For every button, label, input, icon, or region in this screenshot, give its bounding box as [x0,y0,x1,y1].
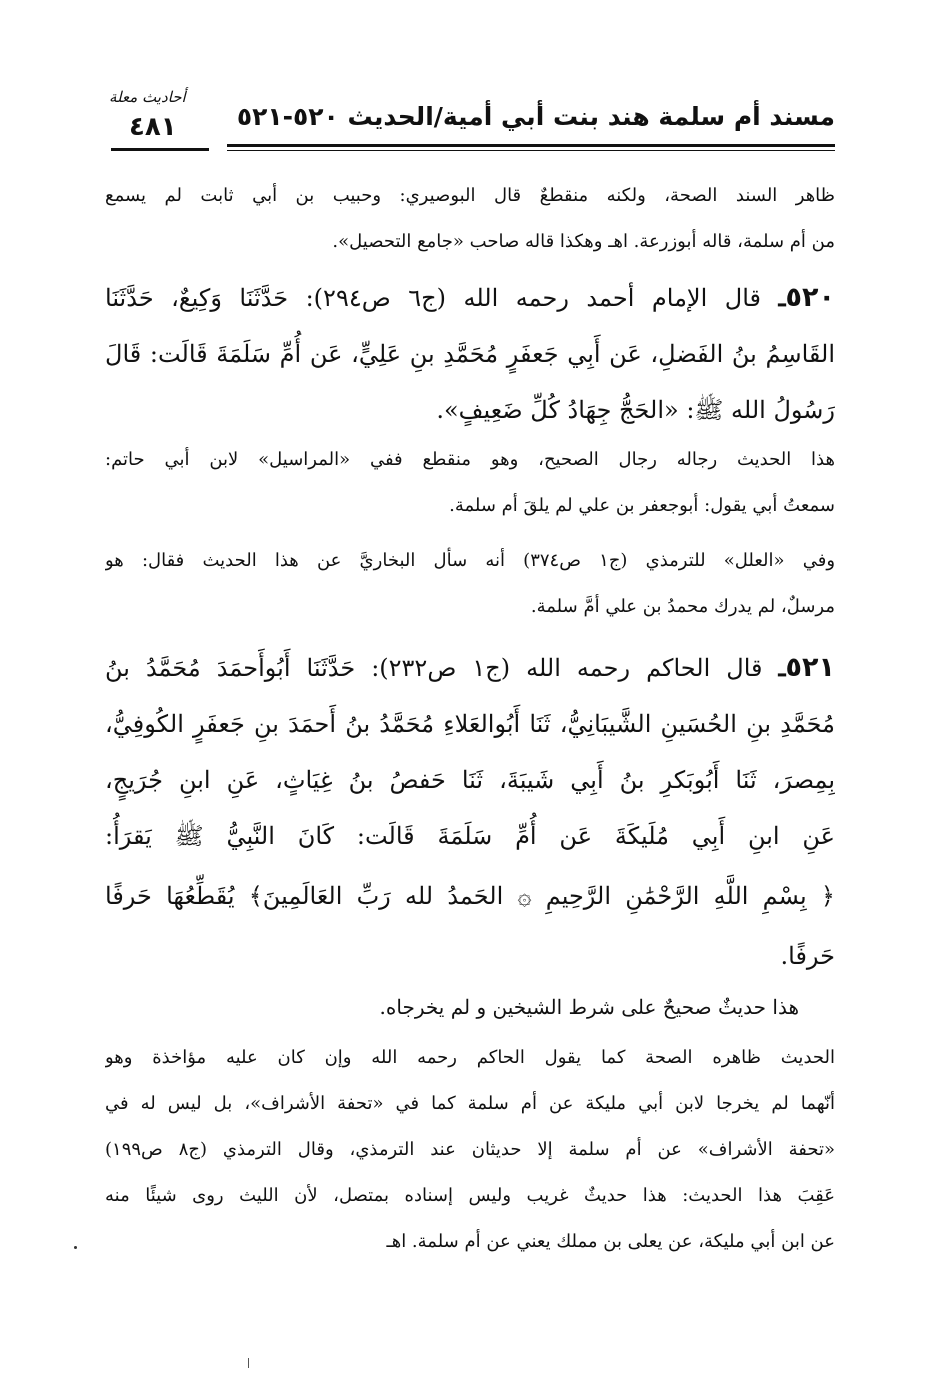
page-number-rule [111,148,209,151]
hadith-text: قال الإمام أحمد رحمه الله (ج٦ ص٢٩٤): حَدَّثَنَا وَكِيعٌ، حَدَّثَنَا [105,284,761,312]
hadith-text: قال الحاكم رحمه الله (ج١ ص٢٣٢): حَدَّثَنَا أَبُوأَحمَدَ مُحَمَّدُ بنُ [105,654,763,682]
hadith-line: بِمِصرَ، ثَنَا أَبُوبَكرِ بنُ أَبِي شَيبَةَ، ثَنَا حَفصُ بنُ غِيَاثٍ، عَنِ ابنِ جُرَيجٍ، [105,766,835,794]
scan-mark [248,1358,249,1368]
text-line: هذا الحديث رجاله رجال الصحيح، وهو منقطع ففي «المراسيل» لابن أبي حاتم: [105,449,835,470]
hadith-line: مُحَمَّدِ بنِ الحُسَينِ الشَّيبَانِيُّ، ثَنَا أَبُوالعَلاءِ مُحَمَّدُ بنُ أَحمَدَ بنِ جَعفَرٍ الكُوفِيُّ، [105,710,835,738]
hadith-line [105,270,835,326]
text-line: الحديث ظاهره الصحة كما يقول الحاكم رحمه الله وإن كان عليه مؤاخذة وهو [105,1047,835,1068]
margin-note: أحاديث معلة [109,88,186,106]
hadith-521 [105,640,835,984]
hadith-number: ٥٢١ [785,652,835,683]
text-line: أنّهما لم يخرجا لابن أبي مليكة عن أم سلمة كما في «تحفة الأشراف»، بل ليس له في [105,1093,835,1114]
verdict-line: هذا حديثٌ صحيحٌ على شرط الشيخين و لم يخرجاه. [379,995,799,1019]
hadith-520 [105,270,835,438]
hadith-line: القَاسِمُ بنُ الفَضلِ، عَن أَبِي جَعفَرٍ مُحَمَّدِ بنِ عَلِيٍّ، عَن أُمِّ سَلَمَةَ قَالَت: قَالَ [105,340,835,368]
hadith-dash: ـ [778,653,786,682]
hadith-521-comment [105,1035,835,1265]
header-rule-thin [227,150,835,151]
text-line: ظاهر السند الصحة، ولكنه منقطعٌ قال البوصيري: وحبيب بن أبي ثابت لم يسمع [105,185,835,206]
hadith-dash: ـ [778,283,786,312]
hadith-line [105,640,835,696]
quran-quote-line: ﴿ بِسْمِ اللَّهِ الرَّحْمَٰنِ الرَّحِيمِ ۞ الحَمدُ لله رَبِّ العَالَمِينَ﴾ يُقَطِّعُهَا حَرفًا [105,882,835,910]
text-line: عَقِبَ هذا الحديث: هذا حديثٌ غريب وليس إسناده بمتصل، لأن الليث روى شيئًا منه [105,1185,835,1206]
text-line: «تحفة الأشراف» عن أم سلمة إلا حديثان عند الترمذي، وقال الترمذي (ج٨ ص١٩٩) [105,1139,835,1160]
text-line: وفي «العلل» للترمذي (ج١ ص٣٧٤) أنه سأل البخاريَّ عن هذا الحديث فقال: هو [105,550,835,571]
hadith-line: رَسُولُ الله ﷺ: «الحَجُّ جِهَادُ كُلِّ ضَعِيفٍ». [436,396,835,424]
running-title: مسند أم سلمة هند بنت أبي أمية/الحديث ٥٢٠-٥٢١ [236,102,835,131]
hadith-line: حَرفًا. [780,942,835,970]
page-header [105,88,835,158]
scan-speck [74,1246,77,1249]
text-line: سمعتُ أبي يقول: أبوجعفر بن علي لم يلقَ أم سلمة. [449,495,835,516]
text-line: عن ابن أبي مليكة، عن يعلى بن مملك يعني عن أم سلمة. اهـ [386,1231,835,1252]
hadith-520-comment-1 [105,437,835,529]
page-number: ٤٨١ [129,112,177,142]
hadith-line: عَنِ ابنِ أَبِي مُلَيكَةَ عَن أُمِّ سَلَمَةَ قَالَت: كَانَ النَّبِيُّ ﷺ يَقرَأُ: [105,822,835,850]
intro-commentary [105,173,835,265]
hadith-520-comment-2 [105,538,835,630]
text-line: مرسلٌ، لم يدرك محمدُ بن علي أمَّ سلمة. [530,596,835,617]
text-line: من أم سلمة، قاله أبوزرعة. اهـ وهكذا قاله صاحب «جامع التحصيل». [332,231,835,252]
hadith-521-verdict [105,984,835,1030]
header-rule [227,144,835,147]
hadith-number: ٥٢٠ [785,282,835,313]
